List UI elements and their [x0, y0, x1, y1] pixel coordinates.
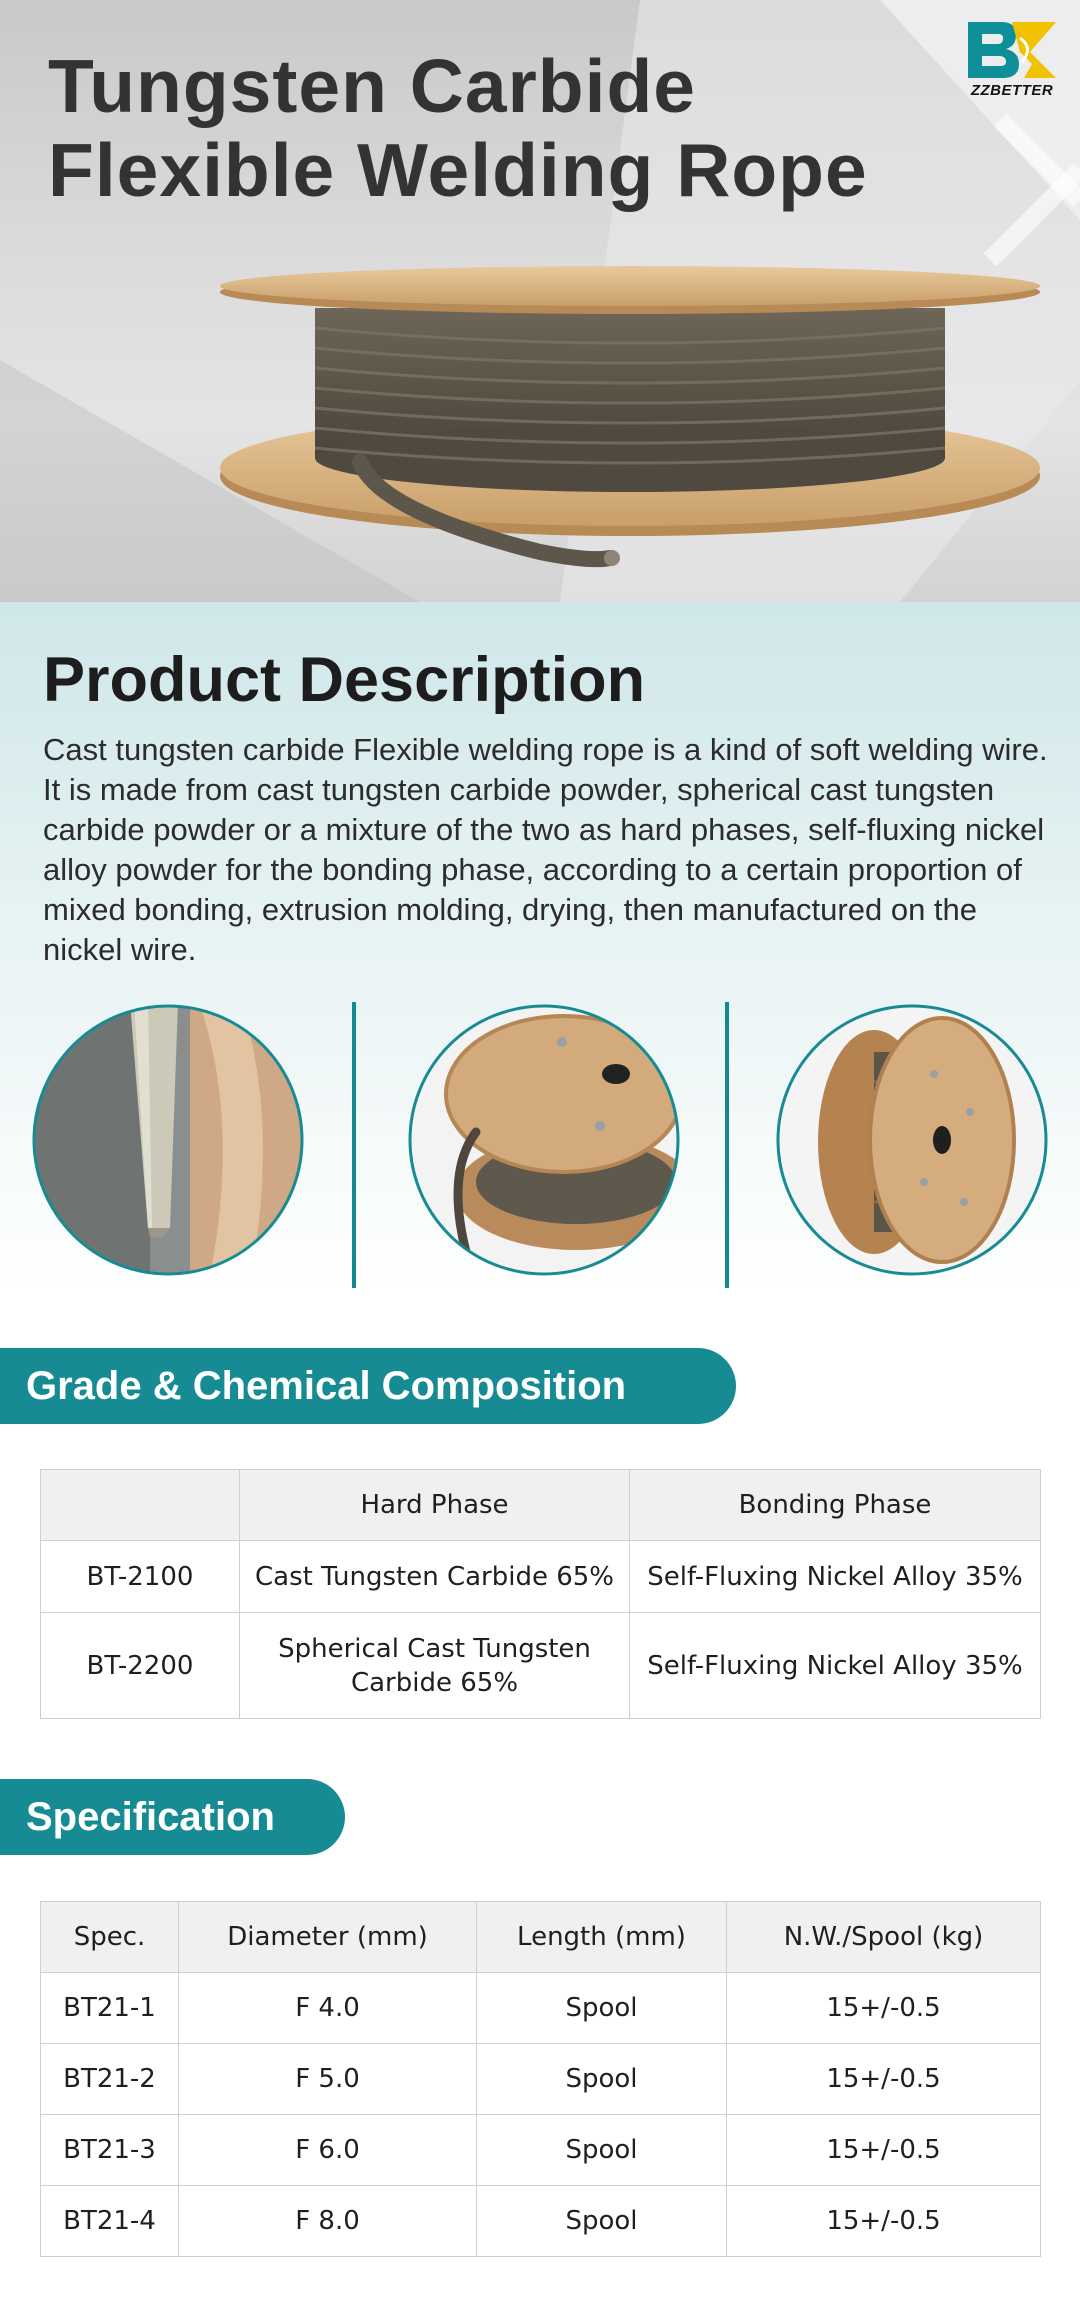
- weight-cell: 15+/-0.5: [727, 1973, 1041, 2044]
- table-row: [41, 2186, 1041, 2257]
- photo-divider: [725, 1002, 729, 1288]
- description-heading: Product Description: [43, 645, 646, 715]
- grade-cell: BT-2200: [41, 1613, 240, 1719]
- length-cell: Spool: [477, 2044, 727, 2115]
- table-header-cell: N.W./Spool (kg): [727, 1902, 1041, 1973]
- spool-product-image: [210, 262, 1050, 582]
- table-header-cell: Hard Phase: [240, 1470, 630, 1541]
- specification-section-banner: Specification: [0, 1779, 345, 1855]
- hard-phase-cell: Spherical Cast Tungsten Carbide 65%: [240, 1613, 630, 1719]
- brand-logo: [962, 18, 1062, 104]
- table-row: [41, 1613, 1041, 1719]
- spec-cell: BT21-2: [41, 2044, 179, 2115]
- specification-table: [40, 1901, 1041, 2257]
- diameter-cell: F 6.0: [179, 2115, 477, 2186]
- table-header-row: [41, 1470, 1041, 1541]
- table-row: [41, 1973, 1041, 2044]
- spool-angled-photo: [406, 1002, 682, 1278]
- photo-divider: [352, 1002, 356, 1288]
- table-header-cell: Bonding Phase: [630, 1470, 1041, 1541]
- grade-cell: BT-2100: [41, 1541, 240, 1613]
- table-header-cell: Spec.: [41, 1902, 179, 1973]
- table-row: [41, 2115, 1041, 2186]
- title-line-1: Tungsten Carbide: [48, 44, 696, 128]
- diameter-cell: F 4.0: [179, 1973, 477, 2044]
- description-text: Cast tungsten carbide Flexible welding rope is a kind of soft welding wire. It is made from cast tungsten carbide powder, spherical cast tungsten carbide powder or a mixture of the two as hard phases, self-fluxing nickel alloy powder for the bonding phase, according to a certain proportion of mixed bonding, extrusion molding, drying, then manufactured on the nickel wire.: [43, 732, 1048, 967]
- composition-table: [40, 1469, 1041, 1719]
- page-title: [48, 44, 868, 212]
- length-cell: Spool: [477, 2186, 727, 2257]
- spec-cell: BT21-4: [41, 2186, 179, 2257]
- table-row: [41, 1541, 1041, 1613]
- title-line-2: Flexible Welding Rope: [48, 128, 868, 212]
- table-header-cell: Length (mm): [477, 1902, 727, 1973]
- table-header-cell: Diameter (mm): [179, 1902, 477, 1973]
- hard-phase-cell: Cast Tungsten Carbide 65%: [240, 1541, 630, 1613]
- diameter-cell: F 8.0: [179, 2186, 477, 2257]
- weight-cell: 15+/-0.5: [727, 2186, 1041, 2257]
- composition-section-banner: Grade & Chemical Composition: [0, 1348, 736, 1424]
- diameter-cell: F 5.0: [179, 2044, 477, 2115]
- spec-cell: BT21-3: [41, 2115, 179, 2186]
- rope-closeup-photo: [30, 1002, 306, 1278]
- bonding-phase-cell: Self-Fluxing Nickel Alloy 35%: [630, 1541, 1041, 1613]
- table-row: [41, 2044, 1041, 2115]
- weight-cell: 15+/-0.5: [727, 2044, 1041, 2115]
- length-cell: Spool: [477, 1973, 727, 2044]
- product-description-section: [0, 602, 1080, 1292]
- bonding-phase-cell: Self-Fluxing Nickel Alloy 35%: [630, 1613, 1041, 1719]
- logo-text: ZZBETTER: [970, 82, 1054, 99]
- hero-banner: [0, 0, 1080, 602]
- table-header-cell: [41, 1470, 240, 1541]
- table-header-row: [41, 1902, 1041, 1973]
- spec-cell: BT21-1: [41, 1973, 179, 2044]
- spool-side-photo: [774, 1002, 1050, 1278]
- length-cell: Spool: [477, 2115, 727, 2186]
- logo-mark-icon: [962, 18, 1062, 82]
- weight-cell: 15+/-0.5: [727, 2115, 1041, 2186]
